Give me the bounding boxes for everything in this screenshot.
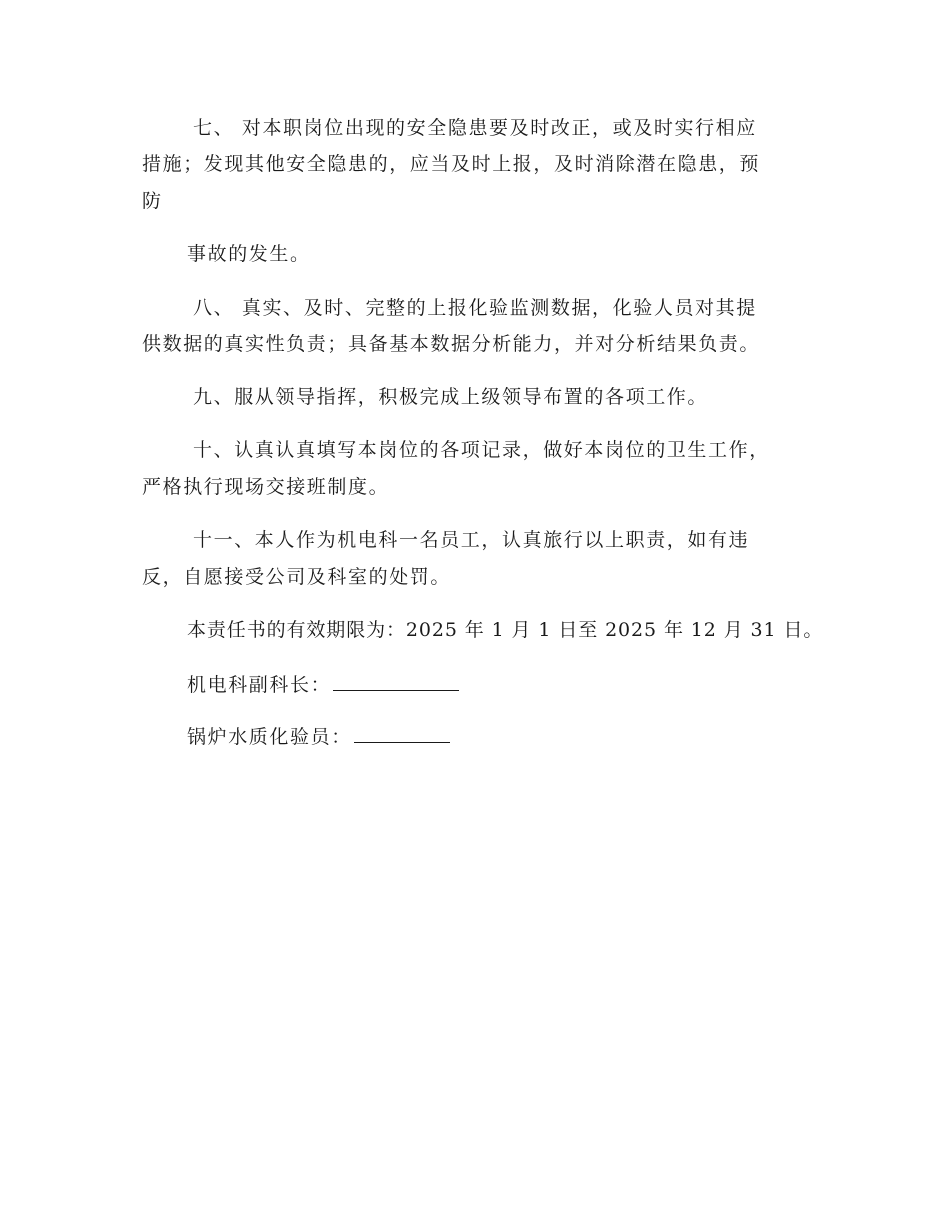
para7-line3: 防 [142,190,163,212]
para10-line1: 十、认真认真填写本岗位的各项记录，做好本岗位的卫生工作， [193,439,770,461]
inspector-label: 锅炉水质化验员： [187,726,352,748]
deputy-chief-signature-line[interactable] [333,672,459,691]
para8-line1: 八、 真实、及时、完整的上报化验监测数据，化验人员对其提 [193,297,757,319]
para11-line2: 反，自愿接受公司及科室的处罚。 [142,566,452,588]
para10-line2: 严格执行现场交接班制度。 [142,476,390,498]
deputy-chief-signature [187,672,459,697]
para7-line2: 措施；发现其他安全隐患的，应当及时上报，及时消除潜在隐患，预 [142,153,761,175]
validity-statement: 本责任书的有效期限为：2025 年 1 月 1 日至 2025 年 12 月 31 日。 [187,619,824,641]
para7-line1: 七、 对本职岗位出现的安全隐患要及时改正，或及时实行相应 [193,117,757,139]
para9-line1: 九、服从领导指挥，积极完成上级领导布置的各项工作。 [193,386,709,408]
inspector-signature [187,724,450,749]
inspector-signature-line[interactable] [354,724,450,743]
deputy-chief-label: 机电科副科长： [187,674,332,696]
para7-line4: 事故的发生。 [187,243,311,265]
para8-line2: 供数据的真实性负责；具备基本数据分析能力，并对分析结果负责。 [142,333,761,355]
para11-line1: 十一、本人作为机电科一名员工，认真旅行以上职责，如有违 [193,529,750,551]
